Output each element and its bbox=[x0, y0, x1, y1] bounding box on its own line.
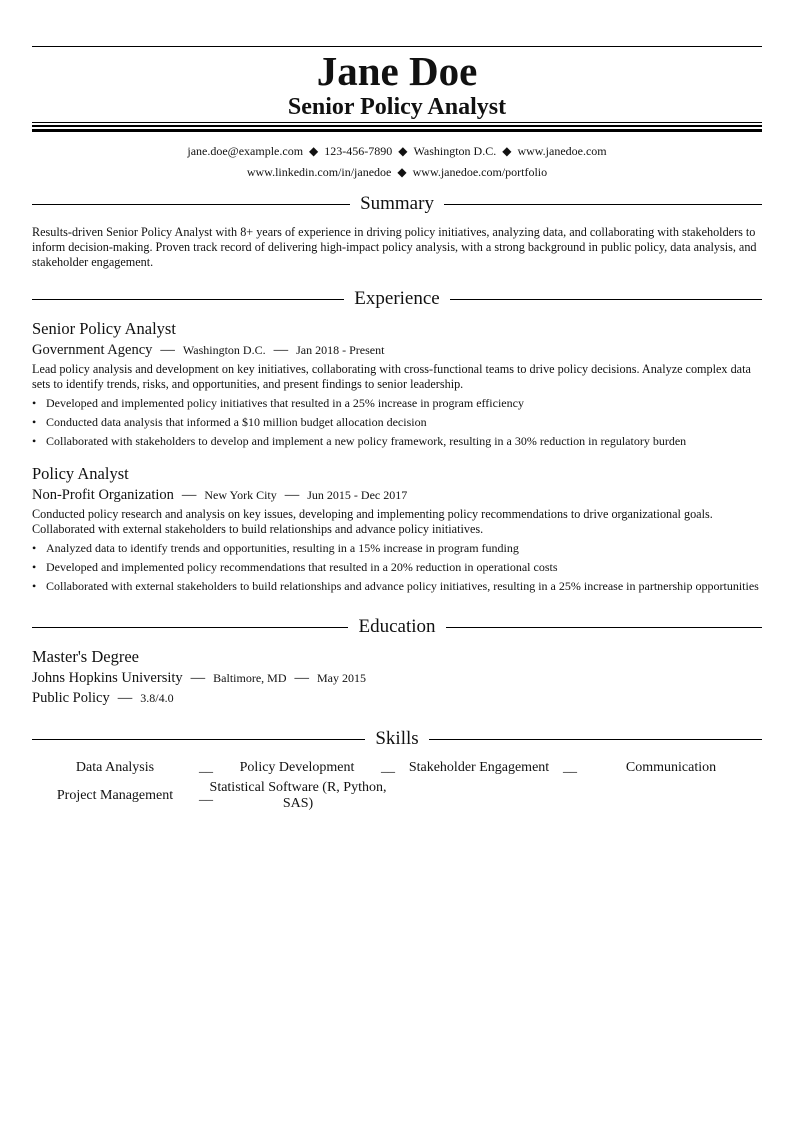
school-location: Baltimore, MD bbox=[213, 671, 287, 685]
skill-separator: __ bbox=[563, 760, 577, 775]
gpa-value: 3.8/4.0 bbox=[140, 691, 174, 705]
dash-separator: — bbox=[160, 342, 175, 358]
list-item: • Collaborated with stakeholders to develop and implement a new policy framework, resulting in a 30% reduction in regulatory burden bbox=[32, 432, 762, 451]
job-dates: Jan 2018 - Present bbox=[296, 343, 385, 357]
skill-separator: __ bbox=[199, 760, 213, 775]
field-meta bbox=[32, 689, 174, 707]
job-title: Policy Analyst bbox=[32, 464, 129, 483]
school-meta bbox=[32, 669, 366, 687]
skill-item: Policy Development bbox=[239, 760, 355, 775]
heading-rule bbox=[32, 627, 348, 628]
job-description: Conducted policy research and analysis on key issues, developing and implementing policy recommendations to drive organizational goals. Collaborated with external stakeholders to build relationships and advance policy initiatives. bbox=[32, 507, 713, 536]
job-meta bbox=[32, 341, 384, 359]
skill-item: Communication bbox=[625, 760, 717, 775]
linkedin-link[interactable]: www.linkedin.com/in/janedoe bbox=[246, 165, 392, 179]
skill-separator: __ bbox=[199, 788, 213, 803]
skills-row bbox=[32, 780, 762, 814]
heading-rule bbox=[450, 299, 762, 300]
location-text: Washington D.C. bbox=[413, 144, 497, 158]
website-link[interactable]: www.janedoe.com bbox=[517, 144, 607, 158]
school-name: Johns Hopkins University bbox=[32, 670, 183, 686]
dash-separator: — bbox=[284, 487, 300, 503]
job-location: Washington D.C. bbox=[182, 343, 266, 357]
candidate-title: Senior Policy Analyst bbox=[287, 94, 507, 120]
bullet-icon: • bbox=[32, 541, 37, 555]
education-heading-label: Education bbox=[358, 616, 436, 637]
diamond-separator-icon: ◆ bbox=[398, 144, 408, 158]
top-rule bbox=[32, 46, 762, 47]
candidate-name: Jane Doe bbox=[316, 48, 478, 94]
bullet-icon: • bbox=[32, 415, 37, 429]
job-description: Lead policy analysis and development on key initiatives, collaborating with cross-functional teams to drive policy decisions. Analyze complex data sets to identify trends, risks, and opportunities, and present findings to senior leadership. bbox=[32, 362, 751, 391]
dash-separator: — bbox=[273, 342, 289, 358]
summary-heading bbox=[32, 192, 762, 216]
skills-heading-label: Skills bbox=[375, 728, 419, 749]
education-heading bbox=[32, 615, 762, 639]
graduation-date: May 2015 bbox=[316, 671, 366, 685]
portfolio-link[interactable]: www.janedoe.com/portfolio bbox=[412, 165, 548, 179]
heading-rule bbox=[32, 204, 350, 205]
contact-line-1 bbox=[32, 143, 762, 159]
job-title: Senior Policy Analyst bbox=[32, 319, 176, 338]
diamond-separator-icon: ◆ bbox=[309, 144, 319, 158]
summary-text: Results-driven Senior Policy Analyst with 8+ years of experience in driving policy initiatives, analyzing data, and collaborating with stakeholders to inform decision-making. Proven track record of delivering high-impact policy analysis, with a strong background in public policy, data analysis, and stakeholder engagement. bbox=[32, 225, 757, 269]
skill-item: Project Management bbox=[56, 788, 174, 803]
heading-rule bbox=[32, 739, 365, 740]
title-rule-thick bbox=[32, 129, 762, 132]
title-rule-medium bbox=[32, 125, 762, 127]
job-bullets bbox=[32, 539, 762, 596]
phone-text: 123-456-7890 bbox=[324, 144, 393, 158]
job-meta bbox=[32, 486, 407, 504]
skill-item: Data Analysis bbox=[75, 760, 155, 775]
summary-heading-label: Summary bbox=[360, 193, 434, 214]
list-item: • Developed and implemented policy recommendations that resulted in a 20% reduction in operational costs bbox=[32, 558, 762, 577]
bullet-icon: • bbox=[32, 396, 37, 410]
job-location: New York City bbox=[204, 488, 277, 502]
email-link[interactable]: jane.doe@example.com bbox=[187, 144, 304, 158]
job-dates: Jun 2015 - Dec 2017 bbox=[307, 488, 408, 502]
bullet-icon: • bbox=[32, 434, 37, 448]
diamond-separator-icon: ◆ bbox=[502, 144, 512, 158]
job-org: Government Agency bbox=[32, 342, 153, 358]
heading-rule bbox=[446, 627, 762, 628]
skill-item: Stakeholder Engagement bbox=[408, 760, 550, 775]
skill-item: Statistical Software (R, Python, SAS) bbox=[209, 780, 387, 811]
dash-separator: — bbox=[181, 487, 197, 503]
field-of-study: Public Policy bbox=[32, 690, 110, 706]
list-item: • Collaborated with external stakeholders to build relationships and advance policy initiatives, resulting in a 25% increase in partnership opportunities bbox=[32, 577, 762, 596]
experience-heading bbox=[32, 287, 762, 311]
heading-rule bbox=[32, 299, 344, 300]
bullet-icon: • bbox=[32, 579, 37, 593]
list-item: • Developed and implemented policy initiatives that resulted in a 25% increase in program efficiency bbox=[32, 394, 762, 413]
skills-heading bbox=[32, 727, 762, 751]
degree-title: Master's Degree bbox=[32, 647, 139, 666]
list-item: • Conducted data analysis that informed a $10 million budget allocation decision bbox=[32, 413, 762, 432]
list-item: • Analyzed data to identify trends and opportunities, resulting in a 15% increase in program funding bbox=[32, 539, 762, 558]
job-org: Non-Profit Organization bbox=[32, 487, 174, 503]
diamond-separator-icon: ◆ bbox=[397, 165, 407, 179]
dash-separator: — bbox=[117, 690, 133, 706]
dash-separator: — bbox=[294, 670, 309, 686]
skill-separator: __ bbox=[381, 760, 395, 775]
heading-rule bbox=[444, 204, 762, 205]
experience-heading-label: Experience bbox=[354, 288, 440, 309]
dash-separator: — bbox=[190, 670, 206, 686]
bullet-icon: • bbox=[32, 560, 37, 574]
title-rule-thin bbox=[32, 122, 762, 123]
contact-line-2 bbox=[32, 164, 762, 180]
heading-rule bbox=[429, 739, 762, 740]
job-bullets bbox=[32, 394, 762, 451]
